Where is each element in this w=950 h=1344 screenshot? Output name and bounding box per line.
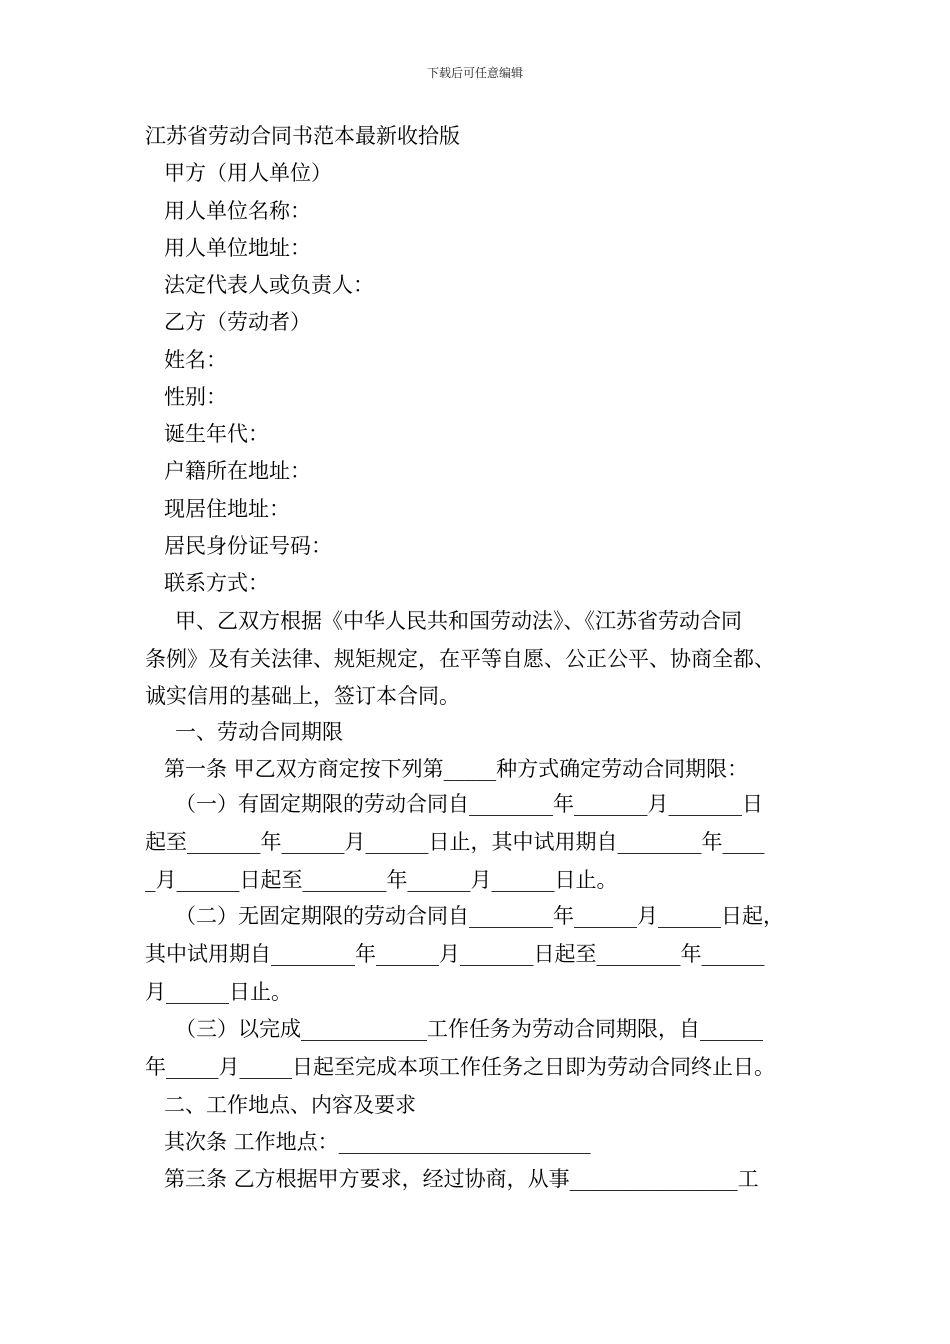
fixed-term-line-2: 起至_______年______月______日止，其中试用期自________年____ [145, 830, 765, 854]
task-term-line-2: 年_____月_____日起至完成本项工作任务之日即为劳动合同终止日。 [145, 1055, 775, 1079]
employer-name-field: 用人单位名称： [164, 199, 311, 223]
preamble-line-2: 条例》及有关法律、规矩规定，在平等自愿、公正公平、协商全都、 [145, 647, 775, 671]
article-2-line: 其次条 工作地点：________________________ [164, 1130, 591, 1154]
open-term-line-2: 其中试用期自________年______月_______日起至________年______ [145, 942, 765, 966]
preamble-line-1: 甲、乙双方根据《中华人民共和国劳动法》、《江苏省劳动合同 [175, 609, 742, 633]
gender-field: 性别： [164, 385, 227, 409]
current-address-field: 现居住地址： [164, 497, 290, 521]
employer-address-field: 用人单位地址： [164, 236, 311, 260]
fixed-term-line-1: （一）有固定期限的劳动合同自________年_______月_______日 [175, 792, 763, 816]
name-field: 姓名： [164, 348, 227, 372]
preamble-line-3: 诚实信用的基础上，签订本合同。 [145, 684, 460, 708]
open-term-line-3: 月______日止。 [145, 980, 292, 1004]
household-address-field: 户籍所在地址： [164, 459, 311, 483]
section-1-heading: 一、劳动合同期限 [175, 720, 343, 744]
page-header-note: 下载后可任意编辑 [426, 66, 523, 80]
contact-field: 联系方式： [164, 571, 269, 595]
open-term-line-1: （二）无固定期限的劳动合同自________年______月______日起， [175, 904, 784, 928]
legal-representative-field: 法定代表人或负责人： [164, 273, 374, 297]
birth-date-field: 诞生年代： [164, 422, 269, 446]
article-1-line: 第一条 甲乙双方商定按下列第_____种方式确定劳动合同期限： [164, 757, 749, 781]
document-title: 江苏省劳动合同书范本最新收拾版 [145, 124, 460, 148]
fixed-term-line-3: _月______日起至________年______月______日止。 [145, 868, 618, 892]
task-term-line-1: （三）以完成____________工作任务为劳动合同期限，自______ [175, 1017, 763, 1041]
article-3-line: 第三条 乙方根据甲方要求，经过协商，从事________________工 [164, 1167, 759, 1191]
section-2-heading: 二、工作地点、内容及要求 [164, 1093, 416, 1117]
party-b-heading: 乙方（劳动者） [164, 310, 311, 334]
id-number-field: 居民身份证号码： [164, 534, 332, 558]
party-a-heading: 甲方（用人单位） [164, 161, 332, 185]
